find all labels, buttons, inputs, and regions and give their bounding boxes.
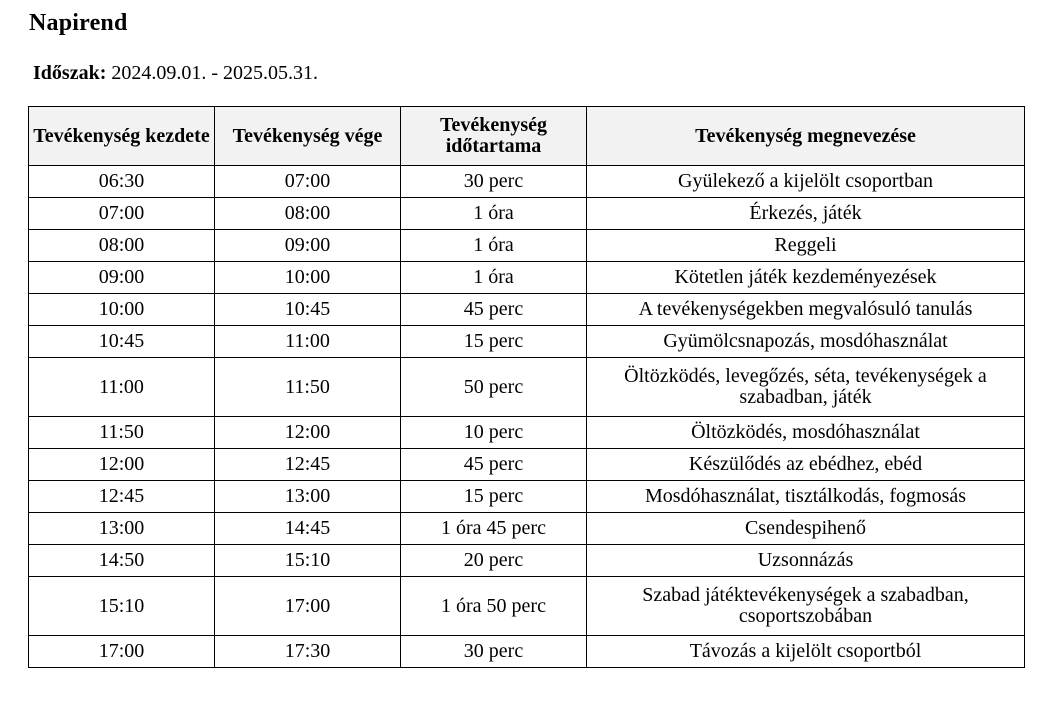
cell-end: 17:00 <box>215 577 401 636</box>
header-duration: Tevékenység időtartama <box>401 107 587 166</box>
cell-name: Gyülekező a kijelölt csoportban <box>587 166 1025 198</box>
header-name: Tevékenység megnevezése <box>587 107 1025 166</box>
cell-start: 17:00 <box>29 636 215 668</box>
table-row <box>29 358 1025 417</box>
cell-duration: 50 perc <box>401 358 587 417</box>
cell-start: 06:30 <box>29 166 215 198</box>
cell-name: Érkezés, játék <box>587 198 1025 230</box>
cell-start: 11:50 <box>29 417 215 449</box>
header-start: Tevékenység kezdete <box>29 107 215 166</box>
cell-name: Kötetlen játék kezdeményezések <box>587 262 1025 294</box>
cell-name: Uzsonnázás <box>587 545 1025 577</box>
cell-duration: 30 perc <box>401 636 587 668</box>
period-label: Időszak: <box>33 62 107 84</box>
cell-end: 13:00 <box>215 481 401 513</box>
cell-end: 10:00 <box>215 262 401 294</box>
cell-start: 14:50 <box>29 545 215 577</box>
cell-duration: 1 óra <box>401 230 587 262</box>
table-row <box>29 166 1025 198</box>
cell-name: Öltözködés, mosdóhasználat <box>587 417 1025 449</box>
cell-end: 09:00 <box>215 230 401 262</box>
cell-duration: 1 óra <box>401 198 587 230</box>
cell-end: 15:10 <box>215 545 401 577</box>
table-row <box>29 198 1025 230</box>
cell-start: 13:00 <box>29 513 215 545</box>
cell-end: 11:50 <box>215 358 401 417</box>
table-row <box>29 294 1025 326</box>
cell-start: 08:00 <box>29 230 215 262</box>
cell-duration: 45 perc <box>401 294 587 326</box>
cell-name: Szabad játéktevékenységek a szabadban, csoportszobában <box>587 577 1025 636</box>
cell-end: 14:45 <box>215 513 401 545</box>
cell-duration: 10 perc <box>401 417 587 449</box>
cell-duration: 1 óra 45 perc <box>401 513 587 545</box>
table-row <box>29 230 1025 262</box>
cell-start: 07:00 <box>29 198 215 230</box>
table-row <box>29 449 1025 481</box>
header-end: Tevékenység vége <box>215 107 401 166</box>
cell-start: 09:00 <box>29 262 215 294</box>
cell-start: 12:00 <box>29 449 215 481</box>
cell-duration: 30 perc <box>401 166 587 198</box>
table-row <box>29 326 1025 358</box>
table-row <box>29 417 1025 449</box>
cell-start: 12:45 <box>29 481 215 513</box>
cell-duration: 20 perc <box>401 545 587 577</box>
cell-duration: 1 óra 50 perc <box>401 577 587 636</box>
period-line <box>33 62 318 85</box>
schedule-table <box>28 106 1025 668</box>
cell-start: 10:00 <box>29 294 215 326</box>
period-value: 2024.09.01. - 2025.05.31. <box>111 62 319 84</box>
cell-end: 12:00 <box>215 417 401 449</box>
page-title: Napirend <box>29 10 128 36</box>
table-row <box>29 545 1025 577</box>
cell-name: Reggeli <box>587 230 1025 262</box>
table-row <box>29 577 1025 636</box>
cell-duration: 45 perc <box>401 449 587 481</box>
cell-end: 10:45 <box>215 294 401 326</box>
cell-name: Távozás a kijelölt csoportból <box>587 636 1025 668</box>
cell-end: 07:00 <box>215 166 401 198</box>
cell-start: 15:10 <box>29 577 215 636</box>
table-row <box>29 262 1025 294</box>
cell-end: 08:00 <box>215 198 401 230</box>
cell-name: Csendespihenő <box>587 513 1025 545</box>
cell-duration: 15 perc <box>401 481 587 513</box>
table-row <box>29 513 1025 545</box>
cell-name: Öltözködés, levegőzés, séta, tevékenységek a szabadban, játék <box>587 358 1025 417</box>
cell-duration: 15 perc <box>401 326 587 358</box>
cell-name: Mosdóhasználat, tisztálkodás, fogmosás <box>587 481 1025 513</box>
cell-duration: 1 óra <box>401 262 587 294</box>
table-row <box>29 636 1025 668</box>
cell-start: 10:45 <box>29 326 215 358</box>
cell-end: 17:30 <box>215 636 401 668</box>
cell-end: 11:00 <box>215 326 401 358</box>
cell-name: Készülődés az ebédhez, ebéd <box>587 449 1025 481</box>
table-row <box>29 481 1025 513</box>
cell-start: 11:00 <box>29 358 215 417</box>
header-row <box>29 107 1025 166</box>
cell-name: A tevékenységekben megvalósuló tanulás <box>587 294 1025 326</box>
cell-end: 12:45 <box>215 449 401 481</box>
cell-name: Gyümölcsnapozás, mosdóhasználat <box>587 326 1025 358</box>
